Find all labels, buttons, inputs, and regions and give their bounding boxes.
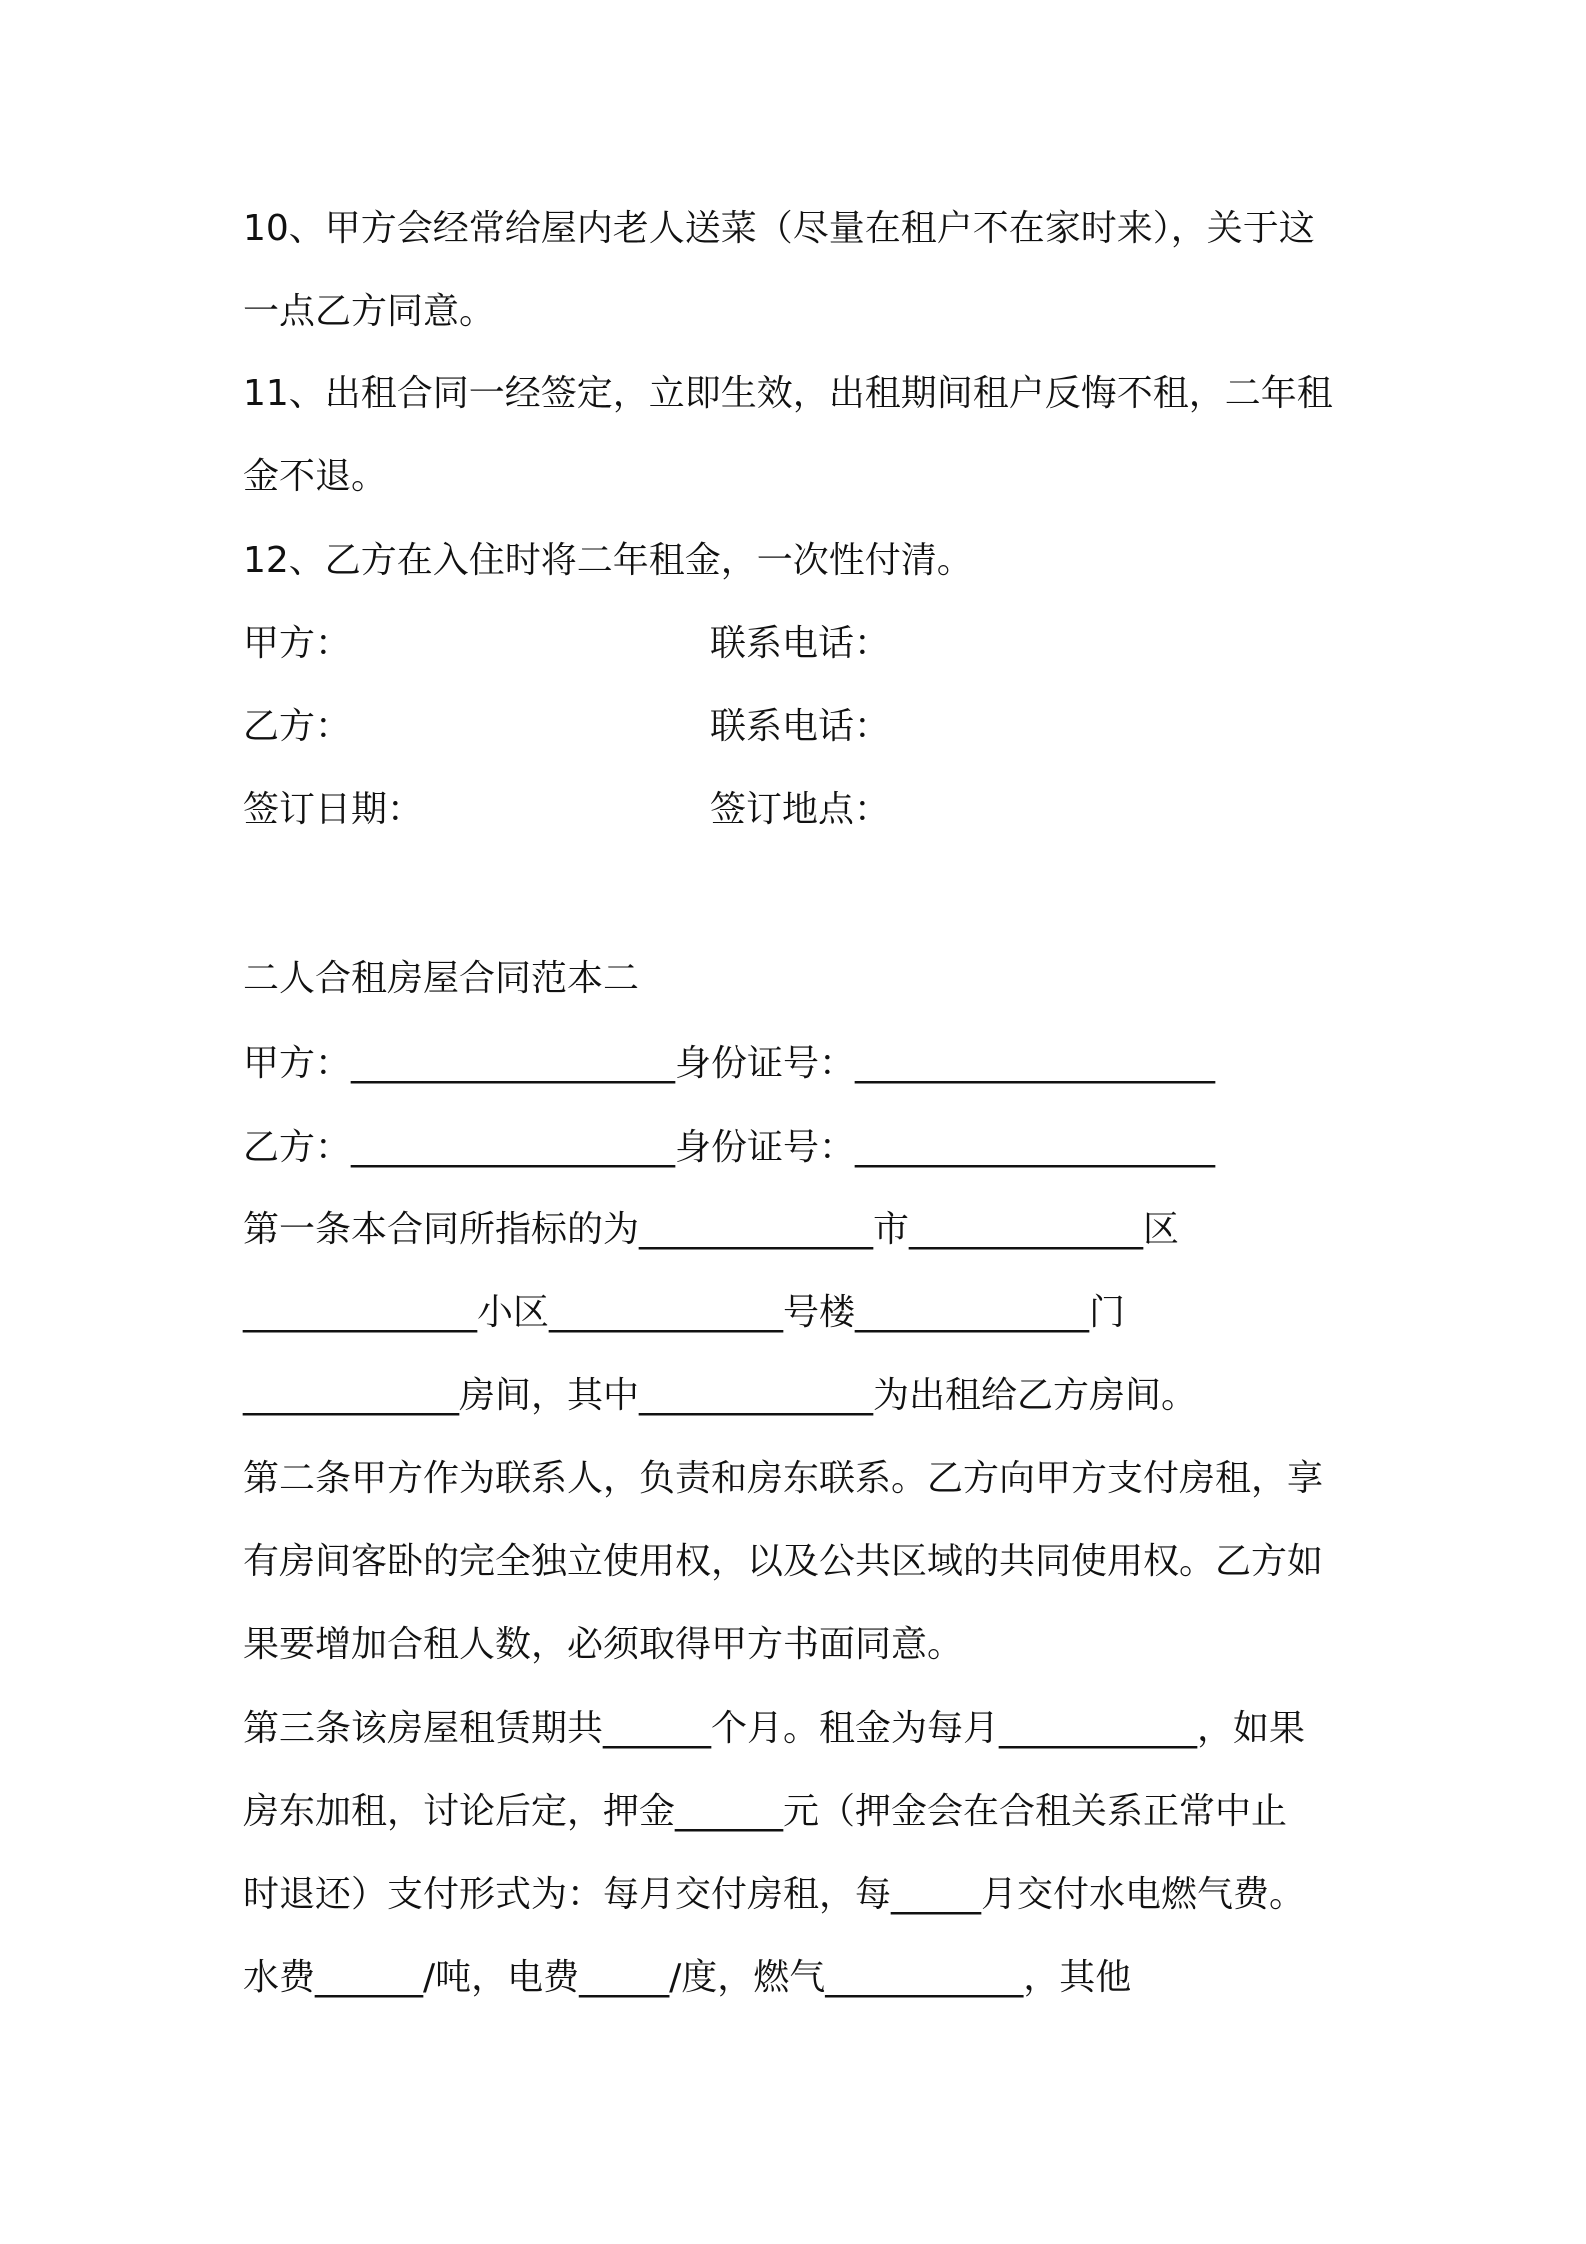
clause-11-line-1: 11、出租合同一经签定，立即生效，出租期间租户反悔不租，二年租 [243, 373, 1333, 414]
article-3-line-4: 水费______/吨，电费_____/度，燃气___________，其他 [243, 1957, 1132, 1998]
party-a-id-line: 甲方：__________________身份证号：____________________ [243, 1043, 1216, 1084]
signing-date-label: 签订日期： [243, 789, 424, 830]
signature-row-date-place [243, 786, 1363, 834]
section-title: 二人合租房屋合同范本二 [243, 958, 640, 999]
signature-row-party-b [243, 703, 1363, 751]
article-1-line-2: _____________小区_____________号楼_____________门 [243, 1292, 1125, 1333]
article-1-line-3: ____________房间，其中_____________为出租给乙方房间。 [243, 1375, 1198, 1416]
clause-10-line-1: 10、甲方会经常给屋内老人送菜（尽量在租户不在家时来），关于这 [243, 208, 1315, 249]
party-b-id-line: 乙方：__________________身份证号：____________________ [243, 1127, 1216, 1168]
article-3-line-1: 第三条该房屋租赁期共______个月。租金为每月___________，如果 [243, 1708, 1306, 1749]
party-a-phone-label: 联系电话： [710, 623, 891, 664]
article-3-line-2: 房东加租，讨论后定，押金______元（押金会在合租关系正常中止 [243, 1791, 1288, 1832]
party-b-label: 乙方： [243, 706, 352, 747]
signature-row-party-a [243, 620, 1363, 668]
signing-place-label: 签订地点： [710, 789, 891, 830]
party-b-phone-label: 联系电话： [710, 706, 891, 747]
article-2-line-2: 有房间客卧的完全独立使用权，以及公共区域的共同使用权。乙方如 [243, 1541, 1324, 1582]
article-2-line-1: 第二条甲方作为联系人，负责和房东联系。乙方向甲方支付房租，享 [243, 1458, 1324, 1499]
article-2-line-3: 果要增加合租人数，必须取得甲方书面同意。 [243, 1624, 964, 1665]
party-a-label: 甲方： [243, 623, 352, 664]
clause-12-line: 12、乙方在入住时将二年租金，一次性付清。 [243, 540, 973, 581]
article-1-line-1: 第一条本合同所指标的为_____________市_____________区 [243, 1209, 1180, 1250]
clause-10-line-2: 一点乙方同意。 [243, 291, 496, 332]
clause-11-line-2: 金不退。 [243, 456, 388, 497]
article-3-line-3: 时退还）支付形式为：每月交付房租，每_____月交付水电燃气费。 [243, 1874, 1306, 1915]
